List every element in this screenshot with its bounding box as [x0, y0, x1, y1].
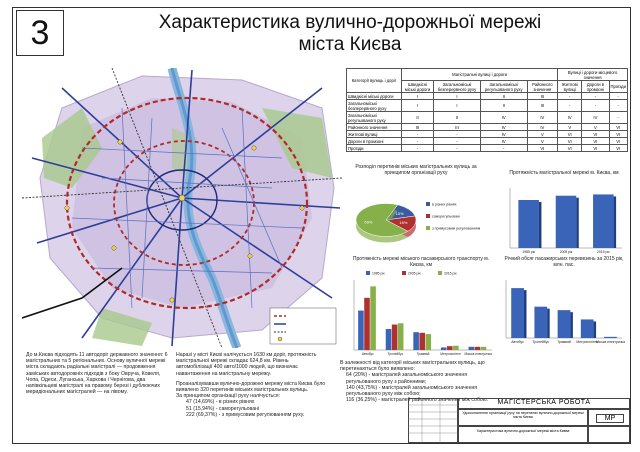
table-cell: VI — [558, 145, 582, 152]
pie-slice-label: 16% — [399, 219, 408, 225]
table-cell: III — [527, 93, 558, 100]
bar — [604, 337, 617, 338]
bar-side — [539, 202, 542, 248]
table-header-category: Категорії вулиць і доріг — [347, 69, 402, 93]
bar-side — [570, 312, 573, 338]
table-cell: - — [609, 112, 628, 124]
bar-side — [524, 290, 527, 338]
table-cell: IV — [480, 138, 527, 145]
table-row-label: Житлові вулиці — [347, 131, 402, 138]
bar — [398, 323, 404, 350]
length-chart-caption: Протяжність магістральної мережі м. Києва, км — [509, 170, 619, 176]
table-cell: - — [558, 93, 582, 100]
bar — [425, 334, 431, 350]
bar — [413, 332, 419, 350]
table-cell: - — [609, 93, 628, 100]
table-cell: - — [402, 138, 434, 145]
kyiv-road-network-map — [22, 68, 342, 348]
table-subheader: Районного значення — [527, 81, 558, 93]
table-cell: II — [402, 112, 434, 124]
stamp-code: МР — [596, 414, 624, 423]
text-right — [340, 360, 490, 403]
table-cell: VI — [558, 138, 582, 145]
title-block — [408, 398, 630, 443]
bar — [556, 196, 577, 248]
bar-category-label: Автобус — [361, 352, 374, 356]
table-cell: IV — [527, 124, 558, 131]
bar-side — [614, 196, 617, 248]
table-cell: I — [402, 93, 434, 100]
legend-label: 1985 рік — [372, 271, 385, 276]
bar — [534, 307, 547, 338]
table-cell: - — [558, 100, 582, 112]
bar — [475, 347, 481, 350]
table-cell: VI — [558, 131, 582, 138]
table-row — [347, 145, 628, 152]
table-row-label: Швидкісні міські дороги — [347, 93, 402, 100]
table-cell: VI — [582, 131, 609, 138]
table-cell: - — [434, 138, 481, 145]
table-cell: IV — [527, 112, 558, 124]
sheet-number: 3 — [16, 10, 64, 56]
pie-slice-label: 15% — [395, 211, 404, 217]
bar-category-label: Автобус — [511, 340, 524, 344]
table-cell: III — [434, 124, 481, 131]
text-right-p: 64 (20%) - магістралей загальноміського значення регульованого руху з районними; — [346, 372, 468, 385]
table-cell: I — [434, 100, 481, 112]
table-cell: VI — [527, 145, 558, 152]
legend-swatch — [366, 271, 370, 275]
table-cell: - — [480, 145, 527, 152]
bar-category-label: 2005 рік — [559, 250, 573, 254]
table-cell: V — [527, 131, 558, 138]
table-cell: IV — [582, 112, 609, 124]
pie-legend-label: саморегульовані — [432, 214, 460, 219]
table-cell: III — [527, 100, 558, 112]
pie-chart — [346, 180, 490, 258]
text-middle-p: Проаналізувавши вулично-дорожню мережу міста Києва було виявлено 320 перетинів міських магістральних вулиць. — [176, 380, 326, 394]
text-middle-p: 47 (14,69%) - в різних рівнях — [186, 399, 255, 406]
table-cell: - — [434, 131, 481, 138]
title-line-2: міста Києва — [298, 34, 402, 55]
table-row — [347, 131, 628, 138]
pie-legend-label: в різних рівнях — [432, 202, 457, 207]
bar — [518, 200, 539, 248]
table-cell: I — [434, 93, 481, 100]
table-cell: - — [582, 100, 609, 112]
legend-swatch — [402, 271, 406, 275]
table-row-label: Проїзди — [347, 145, 402, 152]
table-cell: II — [480, 100, 527, 112]
table-cell: V — [558, 124, 582, 131]
table-cell: - — [402, 145, 434, 152]
table-cell: VI — [609, 131, 628, 138]
bar — [481, 347, 487, 350]
pie-chart-caption: Розподіл перетинів міських магістральних вулиць за принципом організації руху — [355, 164, 477, 176]
table-row-label: Загальноміські регульованого руху — [347, 112, 402, 124]
table-subheader: Житлові вулиці — [558, 81, 582, 93]
pie-slice-label: 69% — [364, 219, 373, 225]
stamp-desc: Удосконалення організації руху на перетинах вулично-дорожньої мережі міста Києва — [462, 411, 584, 420]
table-cell: - — [434, 145, 481, 152]
table-cell: VI — [609, 124, 628, 131]
table-row — [347, 112, 628, 124]
table-cell: VI — [582, 138, 609, 145]
table-row — [347, 124, 628, 131]
pie-legend-label: з примусовим регулюванням — [432, 226, 481, 231]
bar-category-label: Тролейбус — [532, 340, 550, 344]
table-cell: V — [582, 124, 609, 131]
bar-category-label: Тролейбус — [387, 352, 404, 356]
stamp-grid — [408, 398, 458, 443]
bar-category-label: 1985 рік — [522, 250, 535, 254]
pie-legend-swatch — [426, 202, 430, 206]
transit-chart-caption: Протяжність мережі міського пасажирського транспорту м. Києва, км — [352, 256, 490, 268]
table-cell: - — [609, 100, 628, 112]
bar-category-label: 2015 рік — [597, 250, 610, 254]
table-subheader: Загальноміські регульованого руху — [480, 81, 527, 93]
text-left: До м.Києва підходять 11 автодоріг державного значення: 6 магістральних та 5 регіональних. Основу вуличної мережі міста складають радіальні магістралі — продовження заміських автодорожніх підходів з боку Овруча, Ковеля, Чопа, Одеси, Луганська, Харкова і Чернігова, два напівкільцеві магістралі на правому березі і дублюючих меридіональних магістралей — на лівому. — [26, 352, 168, 396]
table-row — [347, 93, 628, 100]
table-cell: - — [402, 131, 434, 138]
table-cell: IV — [480, 124, 527, 131]
text-middle — [176, 352, 326, 418]
text-right-p: 116 (36,25%) - магістралей районного значення між собою. — [346, 397, 489, 404]
text-right-p: 140 (43,75%) - магістралей загальноміського значення регульованого руху між собою; — [346, 384, 478, 398]
text-right-p: В залежності від категорії міських магістральних вулиць, що перетинаються було виявлено: — [340, 360, 485, 373]
table-cell: IV — [480, 112, 527, 124]
bar-category-label: Метрополітен — [440, 352, 461, 356]
table-cell: VI — [609, 145, 628, 152]
table-cell: II — [480, 93, 527, 100]
bar — [370, 286, 376, 350]
transit-bar-chart — [346, 270, 496, 358]
bar-category-label: Міська електричка — [595, 340, 625, 344]
stamp-sheet-title: Характеристика вулично-дорожньої мережі міста Києва — [476, 429, 570, 433]
table-cell: VI — [582, 145, 609, 152]
text-middle-p: 222 (69,37%) - з примусовим регулюванням руху. — [186, 411, 305, 418]
bar-side — [576, 198, 579, 248]
table-row-label: Районного значення — [347, 124, 402, 131]
title-line-1: Характеристика вулично-дорожньої мережі — [158, 12, 542, 33]
length-bar-chart — [500, 182, 628, 256]
bar — [511, 288, 524, 338]
bar-category-label: Трамвай — [416, 352, 430, 356]
bar-category-label: Метрополітен — [576, 340, 599, 344]
bar-category-label: Міська електричка — [464, 352, 492, 356]
legend-swatch — [438, 271, 442, 275]
text-middle-p: За принципом організації руху налічується: — [176, 393, 281, 400]
table-row-label: Загальноміські безперервного руху — [347, 100, 402, 112]
pie-legend-swatch — [426, 214, 430, 218]
bar — [419, 333, 425, 350]
bar — [581, 319, 594, 338]
bar — [558, 310, 571, 338]
bar — [358, 311, 364, 350]
table-cell: V — [527, 138, 558, 145]
legend-label: 2005 рік — [408, 271, 421, 276]
bar — [392, 325, 398, 350]
table-cell: I — [402, 100, 434, 112]
table-row-label: Дороги в промзоні — [347, 138, 402, 145]
table-cell: III — [402, 124, 434, 131]
bar-category-label: Трамвай — [557, 340, 571, 344]
passenger-bar-chart — [500, 276, 628, 346]
table-subheader: Швидкісні міські дороги — [402, 81, 434, 93]
table-cell: VI — [609, 138, 628, 145]
table-cell: IV — [558, 112, 582, 124]
bar — [441, 347, 447, 350]
legend-label: 2015 рік — [444, 271, 457, 276]
table-cell: II — [434, 112, 481, 124]
table-header-main: Магістральні вулиці і дороги — [402, 69, 558, 81]
table-cell: - — [582, 93, 609, 100]
table-header-local: Вулиці і дороги місцевого значення — [558, 69, 628, 81]
bar — [469, 347, 475, 350]
pie-legend-swatch — [426, 226, 430, 230]
bar-side — [547, 309, 550, 338]
bar — [447, 346, 453, 350]
table-row — [347, 100, 628, 112]
table-subheader: Дороги в промзоні — [582, 81, 609, 93]
bar — [364, 298, 370, 350]
bar — [453, 346, 459, 350]
text-middle-p: 51 (15,94%) - саморегульовані — [186, 405, 260, 412]
table-subheader: Проїзди — [609, 81, 628, 93]
bar — [593, 194, 614, 248]
table-subheader: Загальноміські безперервного руху — [434, 81, 481, 93]
table-row — [347, 138, 628, 145]
table-cell: IV — [480, 131, 527, 138]
stamp-title: МАГІСТЕРСЬКА РОБОТА — [497, 399, 591, 406]
bar-side — [594, 321, 597, 338]
road-category-table — [346, 68, 628, 152]
bar — [386, 329, 392, 350]
page-title — [90, 12, 610, 56]
text-middle-p: Наразі у місті Києві налічується 1630 км доріг, протяжність магістральної мережі складає 624,8 км. Рівень автомобілізації 400 авто/1000 людей, що визначає навантаження на магістральну мережу. — [176, 352, 317, 377]
passenger-chart-caption: Річний обсяг пасажирських перевезень за 2015 рік, млн. пас. — [504, 256, 624, 268]
